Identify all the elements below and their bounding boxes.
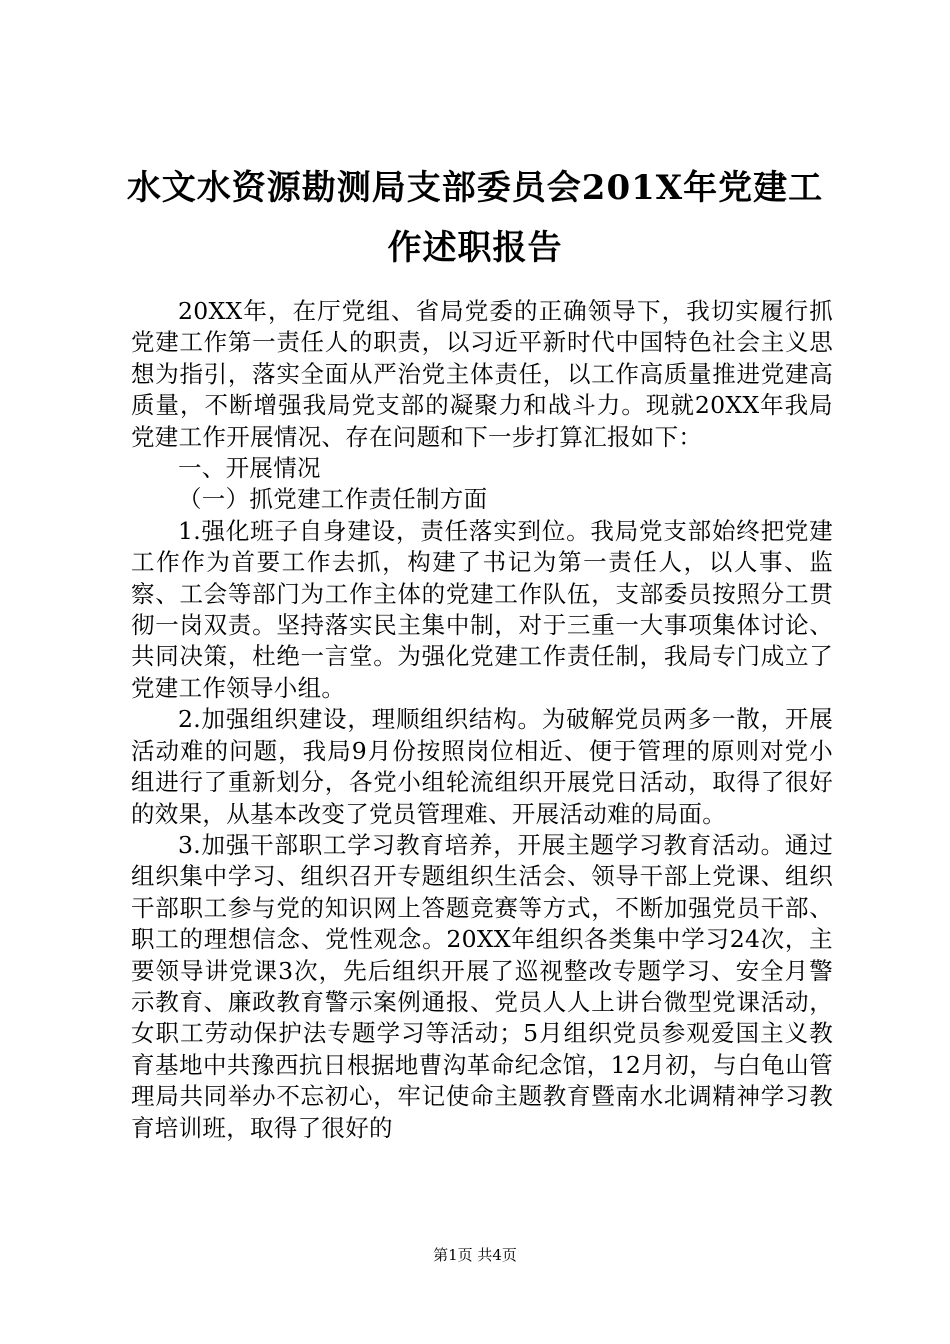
- document-title: [80, 158, 870, 278]
- paragraph-intro: 20XX年，在厅党组、省局党委的正确领导下，我切实履行抓党建工作第一责任人的职责，以习近平新时代中国特色社会主义思想为指引，落实全面从严治党主体责任，以工作高质量推进党建高质量，不断增强我局党支部的凝聚力和战斗力。现就20XX年我局党建工作开展情况、存在问题和下一步打算汇报如下：: [131, 297, 833, 451]
- title-line-1: 水文水资源勘测局支部委员会201X年党建工: [126, 168, 824, 208]
- subsection-heading: （一）抓党建工作责任制方面: [178, 485, 488, 514]
- title-line-2: 作述职报告: [387, 228, 563, 268]
- section-heading: 一、开展情况: [178, 454, 321, 483]
- paragraph-item-3: 3.加强干部职工学习教育培养，开展主题学习教育活动。通过组织集中学习、组织召开专题组织生活会、领导干部上党课、组织干部职工参与党的知识网上答题竞赛等方式，不断加强党员干部、职工的理想信念、党性观念。20XX年组织各类集中学习24次，主要领导讲党课3次，先后组织开展了巡视整改专题学习、安全月警示教育、廉政教育警示案例通报、党员人人上讲台微型党课活动，女职工劳动保护法专题学习等活动；5月组织党员参观爱国主义教育基地中共豫西抗日根据地曹沟革命纪念馆，12月初，与白龟山管理局共同举办不忘初心，牢记使命主题教育暨南水北调精神学习教育培训班，取得了很好的: [131, 830, 833, 1142]
- paragraph-item-2: 2.加强组织建设，理顺组织结构。为破解党员两多一散，开展活动难的问题，我局9月份按照岗位相近、便于管理的原则对党小组进行了重新划分，各党小组轮流组织开展党日活动，取得了很好的效果，从基本改变了党员管理难、开展活动难的局面。: [131, 705, 833, 828]
- page-footer: 第1页 共4页: [433, 1246, 517, 1264]
- document-body: [131, 296, 833, 1144]
- paragraph-item-1: 1.强化班子自身建设，责任落实到位。我局党支部始终把党建工作作为首要工作去抓，构建了书记为第一责任人，以人事、监察、工会等部门为工作主体的党建工作队伍，支部委员按照分工贯彻一岗双责。坚持落实民主集中制，对于三重一大事项集体讨论、共同决策，杜绝一言堂。为强化党建工作责任制，我局专门成立了党建工作领导小组。: [131, 516, 833, 702]
